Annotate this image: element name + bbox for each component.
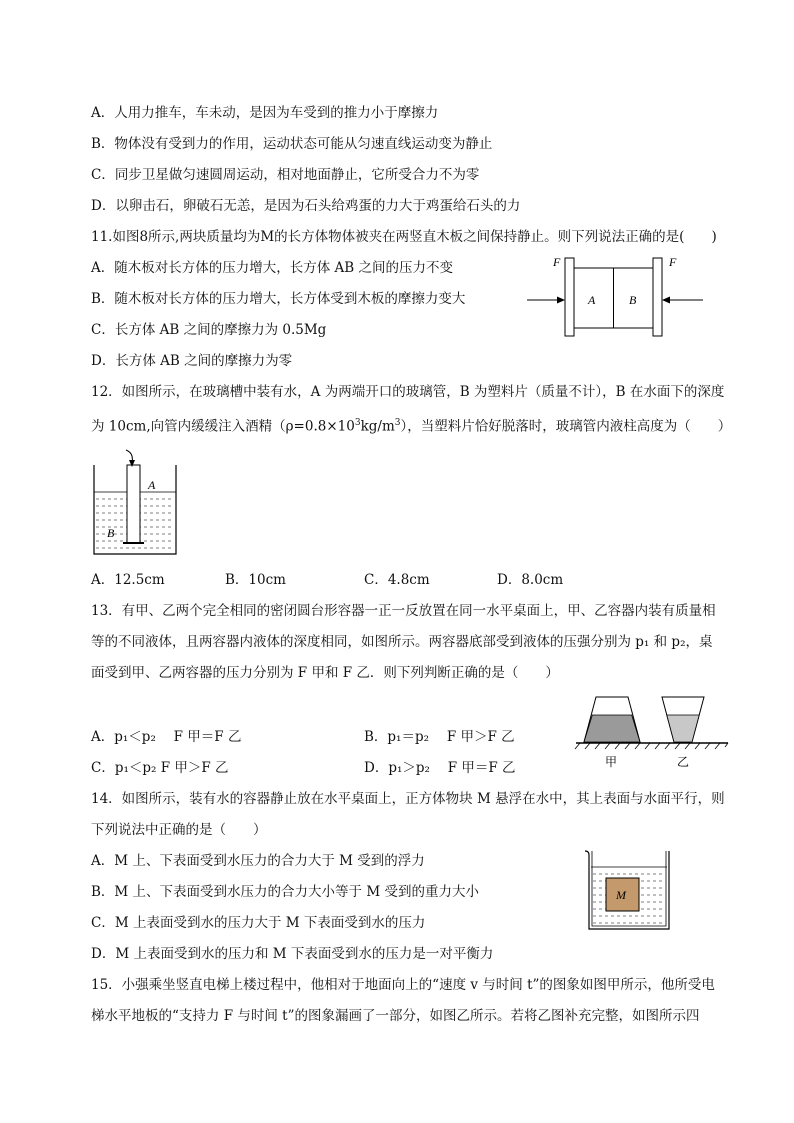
force-label-right: F xyxy=(669,255,677,269)
label-jia: 甲 xyxy=(605,755,618,769)
liquid-yi xyxy=(667,715,699,742)
q11-option-a: A．随木板对长方体的压力增大，长方体 AB 之间的压力不变 xyxy=(91,260,454,276)
q15-stem-line1: 15．小强乘坐竖直电梯上楼过程中，他相对于地面向上的“速度 v 与时间 t”的图象如图甲所示，他所受电 xyxy=(91,977,715,993)
q11-option-d: D．长方体 AB 之间的摩擦力为零 xyxy=(91,353,293,369)
sheet-label-b: B xyxy=(107,526,115,540)
q10-option-d: D．以卵击石，卵破石无恙，是因为石头给鸡蛋的力大于鸡蛋给石头的力 xyxy=(91,198,521,214)
q12-figure xyxy=(93,447,183,559)
cube-label-m: M xyxy=(616,888,626,902)
q13-stem-line1: 13．有甲、乙两个完全相同的密闭圆台形容器一正一反放置在同一水平桌面上，甲、乙容器内装有质量相 xyxy=(91,603,716,619)
q13-stem-line2: 等的不同液体，且两容器内液体的深度相同，如图所示。两容器底部受到液体的压强分别为 p₁ 和 p₂，桌 xyxy=(91,634,713,650)
q14-option-b: B．M 上、下表面受到水压力的合力大小等于 M 受到的重力大小 xyxy=(91,884,479,900)
arrow-right-head xyxy=(662,297,670,304)
q12-stem-line2: 为 10cm,向管内缓缓注入酒精$(\rho=0.8\times 10^3kg/m^3)$，当塑料片恰好脱落时，玻璃管内液柱高度为（ ） xyxy=(91,418,732,435)
q15-stem-line2: 梯水平地板的“支持力 F 与时间 t”的图象漏画了一部分，如图乙所示。若将乙图补充完整，如图所示四 xyxy=(91,1008,700,1024)
block-a-label: A xyxy=(588,293,596,307)
q11-figure xyxy=(525,252,710,348)
q11-stem: 11.如图8所示,两块质量均为M的长方体物体被夹在两竖直木板之间保持静止。则下列说法正确的是( ) xyxy=(91,229,717,245)
q12-option-b: B．10cm xyxy=(225,572,286,588)
q12-option-a: A．12.5cm xyxy=(91,572,165,588)
right-board xyxy=(653,258,662,336)
arrow-left-head xyxy=(557,297,565,304)
q14-option-c: C．M 上表面受到水的压力大于 M 下表面受到水的压力 xyxy=(91,915,426,931)
q13-option-d: D．p₁＞p₂ F 甲＝F 乙 xyxy=(364,760,516,776)
label-yi: 乙 xyxy=(677,755,690,769)
q14-stem-line2: 下列说法中正确的是（ ） xyxy=(91,822,267,838)
glass-tube xyxy=(127,465,140,543)
q13-option-a: A．p₁＜p₂ F 甲＝F 乙 xyxy=(91,729,242,745)
q14-option-a: A．M 上、下表面受到水压力的合力大于 M 受到的浮力 xyxy=(91,853,425,869)
tube-label-a: A xyxy=(148,478,156,492)
q14-figure xyxy=(583,845,675,933)
q12-option-c: C．4.8cm xyxy=(364,572,430,588)
block-b-label: B xyxy=(629,293,637,307)
table-hatching xyxy=(575,743,728,749)
force-label-left: F xyxy=(553,255,561,269)
left-board xyxy=(565,258,574,336)
q11-option-b: B．随木板对长方体的压力增大，长方体受到木板的摩擦力变大 xyxy=(91,291,466,307)
q13-option-c: C．p₁＜p₂ F 甲＞F 乙 xyxy=(91,760,229,776)
q13-option-b: B．p₁＝p₂ F 甲＞F 乙 xyxy=(364,729,515,745)
q12-option-d: D．8.0cm xyxy=(497,572,564,588)
q10-option-a: A．人用力推车，车未动，是因为车受到的推力小于摩擦力 xyxy=(91,105,439,121)
q13-stem-line3: 面受到甲、乙两容器的压力分别为 F 甲和 F 乙．则下列判断正确的是（ ） xyxy=(91,665,559,681)
q13-figure xyxy=(574,692,730,772)
q14-option-d: D．M 上表面受到水的压力和 M 下表面受到水的压力是一对平衡力 xyxy=(91,946,494,962)
q12-stem-line1: 12．如图所示，在玻璃槽中装有水，A 为两端开口的玻璃管，B 为塑料片（质量不计），B 在水面下的深度 xyxy=(91,384,725,400)
q14-stem-line1: 14．如图所示，装有水的容器静止放在水平桌面上，正方体物块 M 悬浮在水中，其上表面与水面平行，则 xyxy=(91,791,725,807)
q11-option-c: C．长方体 AB 之间的摩擦力为 0.5Mg xyxy=(91,322,327,338)
liquid-jia xyxy=(584,715,640,742)
q10-option-c: C．同步卫星做匀速圆周运动，相对地面静止，它所受合力不为零 xyxy=(91,167,480,183)
q10-option-b: B．物体没有受到力的作用，运动状态可能从匀速直线运动变为静止 xyxy=(91,136,493,152)
